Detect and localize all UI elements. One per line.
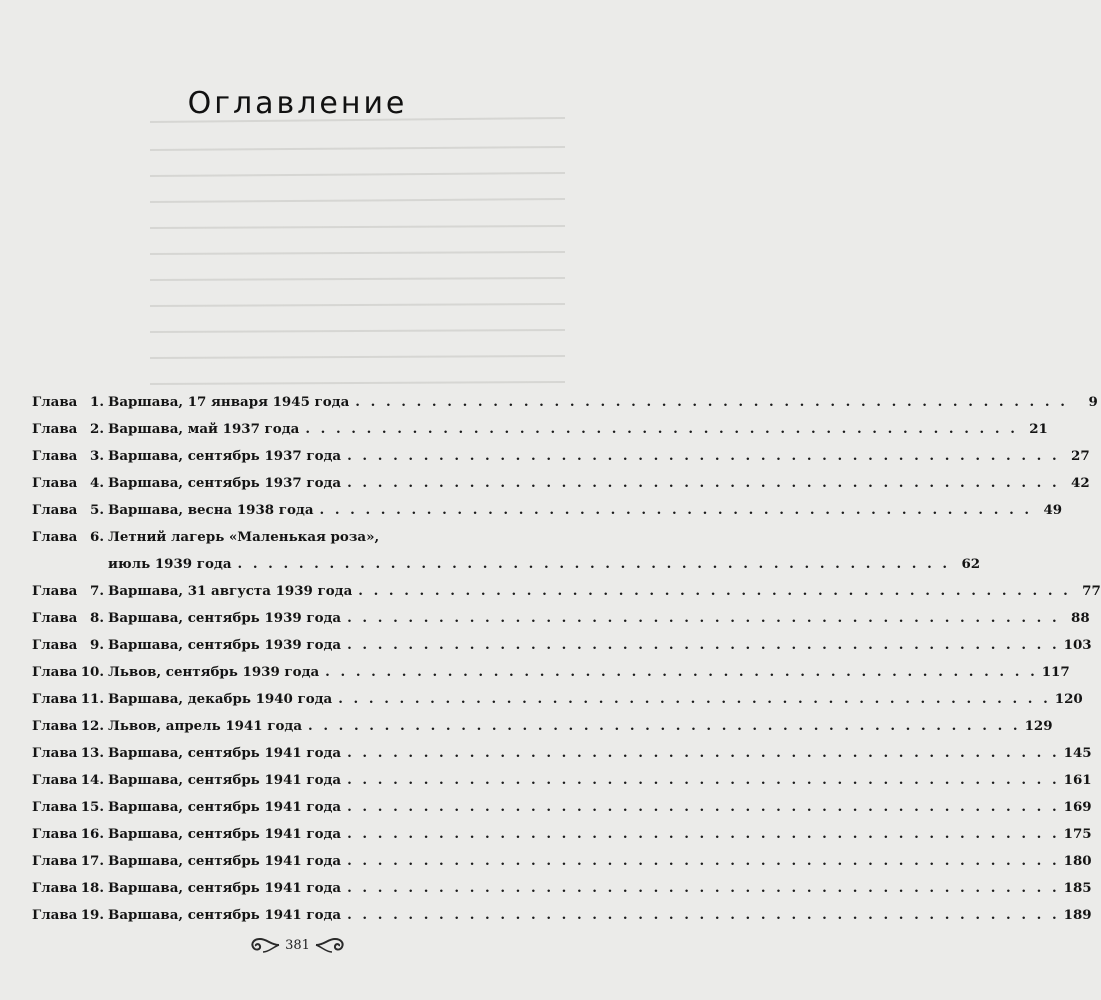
chapter-word: Глава (32, 637, 78, 653)
chapter-page-number: 9 (1088, 394, 1098, 410)
toc-entry (32, 686, 1083, 713)
dot-leader: . . . . . . . . . . . . . . . . . . . . . . . . . . . . . . . . . . . . . . . . . . . . . . . (347, 475, 1060, 491)
toc-entry (32, 389, 1098, 416)
chapter-body (108, 389, 1098, 416)
chapter-title-line (108, 632, 1092, 659)
chapter-body (108, 578, 1101, 605)
chapter-title: Варшава, сентябрь 1937 года (108, 475, 342, 491)
chapter-word: Глава (32, 718, 78, 734)
dot-leader: . . . . . . . . . . . . . . . . . . . . . . . . . . . . . . . . . . . . . . . . . . . . . . . (325, 664, 1038, 680)
chapter-title-line (108, 470, 1090, 497)
dot-leader: . . . . . . . . . . . . . . . . . . . . . . . . . . . . . . . . . . . . . . . . . . . . . . . (305, 421, 1018, 437)
dot-leader: . . . . . . . . . . . . . . . . . . . . . . . . . . . . . . . . . . . . . . . . . . . . . . . (347, 853, 1060, 869)
chapter-page-number: 117 (1041, 664, 1070, 680)
toc-entry (32, 497, 1063, 524)
dot-leader: . . . . . . . . . . . . . . . . . . . . . . . . . . . . . . . . . . . . . . . . . . . . . . . (347, 907, 1060, 923)
toc-entry (32, 848, 1092, 875)
toc-entry (32, 659, 1070, 686)
dot-leader: . . . . . . . . . . . . . . . . . . . . . . . . . . . . . . . . . . . . . . . . . . . . . . . (319, 502, 1033, 518)
chapter-title-line (108, 767, 1092, 794)
chapter-body (108, 875, 1092, 902)
chapter-number: 1. (90, 394, 104, 410)
chapter-title-line (108, 794, 1092, 821)
toc-entry (32, 605, 1090, 632)
chapter-page-number: 189 (1063, 907, 1092, 923)
chapter-body (108, 524, 980, 578)
chapter-word: Глава (32, 799, 78, 815)
chapter-page-number: 175 (1063, 826, 1092, 842)
chapter-title-line (108, 659, 1070, 686)
chapter-title-line (108, 605, 1090, 632)
right-flourish-icon (314, 934, 348, 956)
chapter-number: 17. (80, 853, 104, 869)
chapter-body (108, 767, 1092, 794)
toc-entry (32, 821, 1092, 848)
chapter-word: Глава (32, 610, 78, 626)
chapter-number: 2. (90, 421, 104, 437)
chapter-title: Варшава, май 1937 года (108, 421, 300, 437)
toc-entry (32, 632, 1092, 659)
dot-leader: . . . . . . . . . . . . . . . . . . . . . . . . . . . . . . . . . . . . . . . . . . . . . . . (358, 583, 1071, 599)
chapter-page-number: 42 (1071, 475, 1090, 491)
chapter-title-line (108, 821, 1092, 848)
chapter-title-line (108, 389, 1098, 416)
chapter-number: 8. (90, 610, 104, 626)
chapter-title: Варшава, сентябрь 1941 года (108, 853, 342, 869)
toc-entry (32, 416, 1048, 443)
chapter-word: Глава (32, 880, 78, 896)
chapter-title-line (108, 875, 1092, 902)
chapter-body (108, 605, 1090, 632)
chapter-word: Глава (32, 853, 78, 869)
toc-entry (32, 713, 1053, 740)
toc-entry (32, 794, 1092, 821)
dot-leader: . . . . . . . . . . . . . . . . . . . . . . . . . . . . . . . . . . . . . . . . . . . . . . . (347, 799, 1060, 815)
toc-entry (32, 524, 981, 578)
chapter-word: Глава (32, 826, 78, 842)
chapter-title: Варшава, сентябрь 1937 года (108, 448, 342, 464)
chapter-number: 3. (90, 448, 104, 464)
dot-leader: . . . . . . . . . . . . . . . . . . . . . . . . . . . . . . . . . . . . . . . . . . . . . . . (347, 826, 1060, 842)
chapter-number: 5. (90, 502, 104, 518)
chapter-title: Варшава, сентябрь 1941 года (108, 880, 342, 896)
chapter-page-number: 161 (1063, 772, 1092, 788)
chapter-page-number: 62 (961, 556, 981, 572)
chapter-body (108, 659, 1070, 686)
chapter-title: Варшава, декабрь 1940 года (108, 691, 333, 707)
toc-entry (32, 443, 1090, 470)
chapter-title-line (108, 578, 1101, 605)
chapter-body (108, 821, 1092, 848)
dot-leader: . . . . . . . . . . . . . . . . . . . . . . . . . . . . . . . . . . . . . . . . . . . . . . . (308, 718, 1021, 734)
dot-leader: . . . . . . . . . . . . . . . . . . . . . . . . . . . . . . . . . . . . . . . . . . . . . . . (347, 637, 1060, 653)
chapter-body (108, 902, 1092, 929)
chapter-title-line (108, 524, 980, 551)
chapter-body (108, 740, 1092, 767)
dot-leader: . . . . . . . . . . . . . . . . . . . . . . . . . . . . . . . . . . . . . . . . . . . . . . . (237, 556, 951, 572)
chapter-body (108, 794, 1092, 821)
chapter-number: 15. (80, 799, 104, 815)
chapter-title: июль 1939 года (108, 556, 232, 572)
chapter-title-line (108, 713, 1053, 740)
chapter-word: Глава (32, 448, 78, 464)
chapter-number: 12. (80, 718, 104, 734)
table-of-contents (32, 389, 1101, 929)
chapter-word: Глава (32, 394, 78, 410)
chapter-title-line (108, 902, 1092, 929)
chapter-title-line (108, 443, 1090, 470)
chapter-title: Варшава, сентябрь 1939 года (108, 610, 342, 626)
dot-leader: . . . . . . . . . . . . . . . . . . . . . . . . . . . . . . . . . . . . . . . . . . . . . . . (338, 691, 1051, 707)
toc-entry (32, 740, 1092, 767)
chapter-word: Глава (32, 907, 78, 923)
chapter-body (108, 416, 1048, 443)
chapter-page-number: 88 (1071, 610, 1090, 626)
chapter-number: 6. (90, 529, 104, 545)
chapter-title-first-line: Летний лагерь «Маленькая роза», (108, 529, 380, 545)
chapter-body (108, 470, 1090, 497)
chapter-page-number: 49 (1043, 502, 1063, 518)
chapter-title: Варшава, сентябрь 1941 года (108, 745, 342, 761)
chapter-title: Варшава, 31 августа 1939 года (108, 583, 353, 599)
chapter-word: Глава (32, 772, 78, 788)
chapter-number: 18. (80, 880, 104, 896)
chapter-title: Варшава, сентябрь 1941 года (108, 799, 342, 815)
chapter-title: Варшава, 17 января 1945 года (108, 394, 350, 410)
chapter-number: 11. (80, 691, 104, 707)
chapter-page-number: 103 (1063, 637, 1092, 653)
dot-leader: . . . . . . . . . . . . . . . . . . . . . . . . . . . . . . . . . . . . . . . . . . . . . . . (355, 394, 1068, 410)
chapter-page-number: 120 (1054, 691, 1083, 707)
chapter-body (108, 632, 1092, 659)
page-title: Оглавление (187, 86, 408, 121)
chapter-word: Глава (32, 529, 78, 545)
page-number: 381 (285, 937, 310, 953)
chapter-title: Варшава, сентябрь 1941 года (108, 772, 342, 788)
chapter-number: 4. (90, 475, 104, 491)
toc-entry (32, 470, 1090, 497)
chapter-title-line (108, 416, 1048, 443)
chapter-title: Варшава, весна 1938 года (108, 502, 314, 518)
chapter-page-number: 169 (1063, 799, 1092, 815)
chapter-number: 16. (80, 826, 104, 842)
chapter-body (108, 713, 1053, 740)
dot-leader: . . . . . . . . . . . . . . . . . . . . . . . . . . . . . . . . . . . . . . . . . . . . . . . (347, 880, 1060, 896)
chapter-body (108, 686, 1083, 713)
chapter-page-number: 129 (1024, 718, 1053, 734)
toc-entry (32, 875, 1092, 902)
toc-entry (32, 902, 1092, 929)
chapter-number: 7. (90, 583, 104, 599)
chapter-title-line (108, 551, 980, 578)
chapter-title-line (108, 497, 1062, 524)
chapter-title: Варшава, сентябрь 1941 года (108, 826, 342, 842)
chapter-number: 9. (90, 637, 104, 653)
chapter-page-number: 185 (1063, 880, 1092, 896)
page-number-ornament (0, 930, 595, 960)
left-flourish-icon (247, 934, 281, 956)
chapter-word: Глава (32, 745, 78, 761)
chapter-word: Глава (32, 583, 78, 599)
chapter-title: Львов, сентябрь 1939 года (108, 664, 320, 680)
chapter-number: 19. (80, 907, 104, 923)
chapter-title: Варшава, сентябрь 1941 года (108, 907, 342, 923)
chapter-body (108, 443, 1090, 470)
chapter-word: Глава (32, 691, 78, 707)
chapter-word: Глава (32, 502, 78, 518)
chapter-page-number: 77 (1082, 583, 1101, 599)
chapter-word: Глава (32, 421, 78, 437)
chapter-page-number: 145 (1063, 745, 1092, 761)
chapter-number: 13. (80, 745, 104, 761)
chapter-word: Глава (32, 664, 78, 680)
toc-entry (32, 578, 1101, 605)
chapter-title-line (108, 848, 1092, 875)
dot-leader: . . . . . . . . . . . . . . . . . . . . . . . . . . . . . . . . . . . . . . . . . . . . . . . (347, 448, 1060, 464)
toc-entry (32, 767, 1092, 794)
chapter-page-number: 27 (1071, 448, 1090, 464)
chapter-number: 10. (80, 664, 104, 680)
chapter-body (108, 848, 1092, 875)
chapter-title: Варшава, сентябрь 1939 года (108, 637, 342, 653)
chapter-page-number: 21 (1029, 421, 1048, 437)
chapter-page-number: 180 (1063, 853, 1092, 869)
chapter-number: 14. (80, 772, 104, 788)
chapter-title: Львов, апрель 1941 года (108, 718, 303, 734)
chapter-word: Глава (32, 475, 78, 491)
chapter-title-line (108, 686, 1083, 713)
dot-leader: . . . . . . . . . . . . . . . . . . . . . . . . . . . . . . . . . . . . . . . . . . . . . . . (347, 610, 1060, 626)
chapter-title-line (108, 740, 1092, 767)
dot-leader: . . . . . . . . . . . . . . . . . . . . . . . . . . . . . . . . . . . . . . . . . . . . . . . (347, 772, 1060, 788)
chapter-body (108, 497, 1062, 524)
dot-leader: . . . . . . . . . . . . . . . . . . . . . . . . . . . . . . . . . . . . . . . . . . . . . . . (347, 745, 1060, 761)
